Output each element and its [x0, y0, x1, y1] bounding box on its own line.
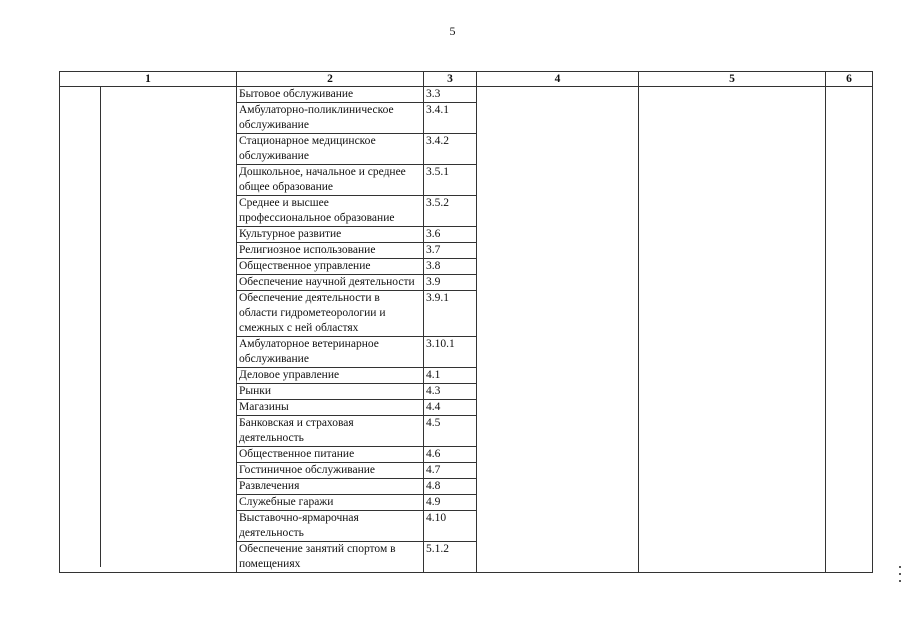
use-name-cell: Развлечения: [237, 479, 424, 495]
use-name-cell: Общественное управление: [237, 259, 424, 275]
use-name-cell: Банковская и страховая деятельность: [237, 416, 424, 447]
use-name-cell: Выставочно-ярмарочная деятельность: [237, 511, 424, 542]
header-col-3: 3: [424, 72, 477, 87]
use-code-cell: 4.1: [424, 368, 477, 384]
use-code-cell: 3.3: [424, 87, 477, 103]
use-name-cell: Амбулаторно-поликлиническое обслуживание: [237, 103, 424, 134]
page-number: 5: [449, 24, 456, 38]
use-name-cell: Амбулаторное ветеринарное обслуживание: [237, 337, 424, 368]
use-code-cell: 4.5: [424, 416, 477, 447]
use-code-cell: 4.8: [424, 479, 477, 495]
use-name-cell: Культурное развитие: [237, 227, 424, 243]
use-name-cell: Рынки: [237, 384, 424, 400]
use-code-cell: 3.4.2: [424, 134, 477, 165]
header-col-1: 1: [60, 72, 237, 87]
use-code-cell: 4.7: [424, 463, 477, 479]
use-code-cell: 3.7: [424, 243, 477, 259]
use-code-cell: 4.4: [424, 400, 477, 416]
use-name-cell: Деловое управление: [237, 368, 424, 384]
header-col-5: 5: [639, 72, 826, 87]
margin-marks: [897, 566, 905, 596]
col-1-cell: [60, 87, 237, 573]
use-name-cell: Среднее и высшее профессиональное образование: [237, 196, 424, 227]
use-code-cell: 4.6: [424, 447, 477, 463]
use-code-cell: 3.4.1: [424, 103, 477, 134]
use-code-cell: 3.5.1: [424, 165, 477, 196]
use-name-cell: Обеспечение деятельности в области гидрометеорологии и смежных с ней областях: [237, 291, 424, 337]
header-col-2: 2: [237, 72, 424, 87]
use-name-cell: Обеспечение занятий спортом в помещениях: [237, 542, 424, 573]
use-name-cell: Магазины: [237, 400, 424, 416]
use-code-cell: 3.8: [424, 259, 477, 275]
use-name-cell: Обеспечение научной деятельности: [237, 275, 424, 291]
use-code-cell: 3.9: [424, 275, 477, 291]
use-name-cell: Религиозное использование: [237, 243, 424, 259]
use-code-cell: 3.5.2: [424, 196, 477, 227]
col-4-cell: [477, 87, 639, 573]
use-name-cell: Дошкольное, начальное и среднее общее образование: [237, 165, 424, 196]
use-code-cell: 4.10: [424, 511, 477, 542]
col-5-cell: [639, 87, 826, 573]
land-use-table: [59, 71, 873, 573]
use-code-cell: 5.1.2: [424, 542, 477, 573]
use-name-cell: Служебные гаражи: [237, 495, 424, 511]
use-name-cell: Общественное питание: [237, 447, 424, 463]
col-6-cell: [826, 87, 873, 573]
header-col-6: 6: [826, 72, 873, 87]
use-name-cell: Стационарное медицинское обслуживание: [237, 134, 424, 165]
use-name-cell: Гостиничное обслуживание: [237, 463, 424, 479]
use-name-cell: Бытовое обслуживание: [237, 87, 424, 103]
use-code-cell: 3.10.1: [424, 337, 477, 368]
header-col-4: 4: [477, 72, 639, 87]
use-code-cell: 4.9: [424, 495, 477, 511]
table-row: [60, 87, 873, 103]
use-code-cell: 3.9.1: [424, 291, 477, 337]
header-row: [60, 72, 873, 87]
use-code-cell: 3.6: [424, 227, 477, 243]
use-code-cell: 4.3: [424, 384, 477, 400]
